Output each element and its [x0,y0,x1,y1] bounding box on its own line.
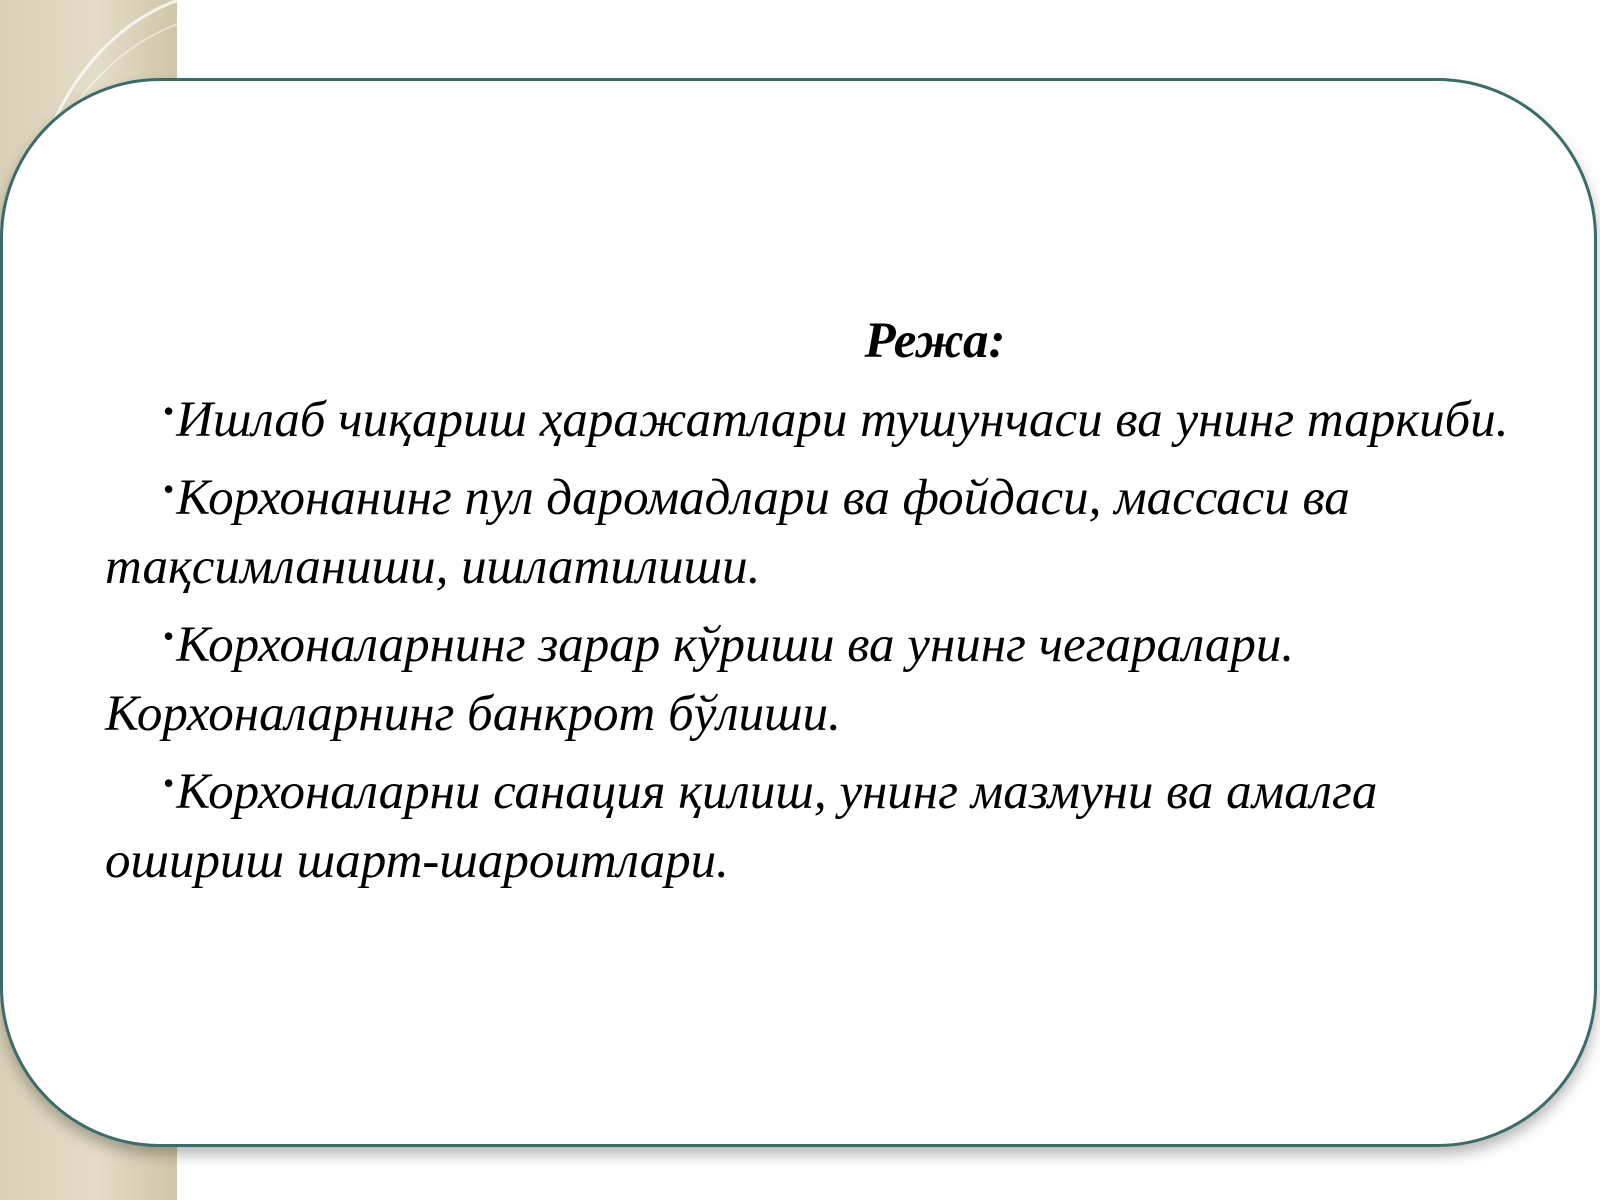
slide-content [105,305,1545,896]
bullet-icon: • [163,471,175,507]
list-item [105,749,1545,896]
list-item [105,602,1545,749]
bullet-icon: • [163,393,175,429]
bullet-icon: • [163,618,175,654]
list-item [105,377,1545,455]
list-item-text: Корхоналарни санация қилиш, унинг мазмуни ва амалга ошириш шарт-шароитлари. [105,764,1378,889]
slide-title: Режа: [864,313,1006,369]
list-item [105,455,1545,602]
list-item-text: Корхонанинг пул даромадлари ва фойдаси, массаси ва тақсимланиши, ишлатилиши. [105,470,1350,595]
bullet-icon: • [163,765,175,801]
list-item-text: Корхоналарнинг зарар кўриши ва унинг чегаралари. Корхоналарнинг банкрот бўлиши. [105,617,1295,742]
list-item-text: Ишлаб чиқариш ҳаражатлари тушунчаси ва унинг таркиби. [176,392,1509,448]
